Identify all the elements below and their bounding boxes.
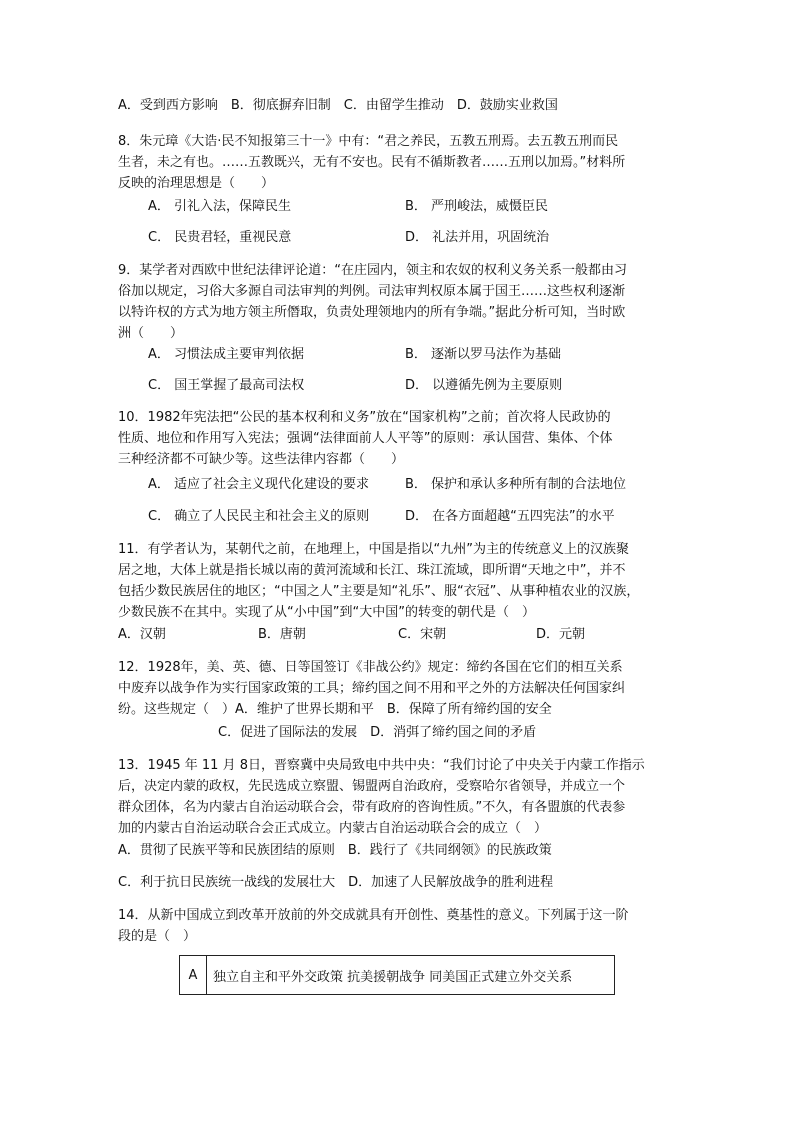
- q12-stem-line-3: 纷。这些规定（ ）A．维护了世界长期和平 B．保障了所有缔约国的安全: [118, 702, 552, 717]
- q9-stem-line-4-visible: 洲（ ）: [118, 326, 184, 341]
- q11-stem-line-3: 包括少数民族居住的地区；“中国之人”主要是知“礼乐”、服“衣冠”、从事种植农业的汉族，: [118, 584, 640, 599]
- q11-option-d: D．元朝: [536, 627, 586, 642]
- q10-option-c: C． 确立了人民民主和社会主义的原则: [148, 509, 370, 524]
- q9-stem-line-3: 以特许权的方式为地方领主所僭取，负责处理领地内的所有争端。”据此分析可知，当时欧: [118, 305, 626, 320]
- q8-option-b: B． 严刑峻法，威慑臣民: [405, 199, 549, 214]
- table-row: [180, 956, 615, 995]
- q8-option-c: C． 民贵君轻，重视民意: [148, 230, 292, 245]
- q14-stem-line-2: 段的是（ ）: [118, 929, 197, 944]
- q9-option-a: A． 习惯法成主要审判依据: [148, 347, 305, 362]
- q10-stem-line-1: 10．1982年宪法把“公民的基本权利和义务”放在“国家机构”之前；首次将人民政协的: [118, 410, 611, 425]
- q14-option-table: [179, 955, 615, 995]
- q10-option-b: B． 保护和承认多种所有制的合法地位: [405, 477, 627, 492]
- q9-option-b: B． 逐渐以罗马法作为基础: [405, 347, 562, 362]
- q13-stem-line-4: 加的内蒙古自治运动联合会正式成立。内蒙古自治运动联合会的成立（ ）: [118, 821, 548, 836]
- q11-stem-line-1: 11．有学者认为，某朝代之前，在地理上，中国是指以“九州”为主的传统意义上的汉族聚: [118, 542, 630, 557]
- q9-stem-line-1: 9．某学者对西欧中世纪法律评论道：“在庄园内，领主和农奴的权利义务关系一般都由习: [118, 263, 628, 278]
- q11-option-c: C．宋朝: [398, 627, 447, 642]
- q12-stem-line-1: 12．1928年，美、英、德、日等国签订《非战公约》规定：缔约各国在它们的相互关系: [118, 660, 623, 675]
- q12-options-cd: C．促进了国际法的发展 D．消弭了缔约国之间的矛盾: [218, 725, 537, 740]
- q9-stem-line-2: 俗加以规定，习俗大多源自司法审判的判例。司法审判权原本属于国王……这些权利逐渐: [118, 284, 626, 299]
- q11-stem-line-4: 少数民族不在其中。实现了从“小中国”到“大中国”的转变的朝代是（ ）: [118, 605, 535, 620]
- q9-option-d: D． 以遵循先例为主要原则: [405, 378, 563, 393]
- q14-row-text: 独立自主和平外交政策 抗美援朝战争 同美国正式建立外交关系: [207, 956, 615, 995]
- q10-option-d: D． 在各方面超越“五四宪法”的水平: [405, 509, 615, 524]
- q8-option-a: A． 引礼入法，保障民生: [148, 199, 292, 214]
- q10-stem-line-3: 三种经济都不可缺少等。这些法律内容都（ ）: [118, 452, 405, 467]
- q13-options-ab: A．贯彻了民族平等和民族团结的原则 B．践行了《共同纲领》的民族政策: [118, 843, 552, 858]
- q9-option-c: C． 国王掌握了最高司法权: [148, 378, 305, 393]
- q11-option-b: B．唐朝: [258, 627, 306, 642]
- q14-stem-line-1: 14．从新中国成立到改革开放前的外交成就具有开创性、奠基性的意义。下列属于这一阶: [118, 908, 629, 923]
- q10-stem-line-2: 性质、地位和作用写入宪法；强调“法律面前人人平等”的原则：承认国营、集体、个体: [118, 431, 613, 446]
- q8-stem-line-3: 反映的治理思想是（ ）: [118, 176, 275, 191]
- q8-stem-line-1: 8．朱元璋《大诰·民不知报第三十一》中有：“君之养民，五教五刑焉。去五教五刑而民: [118, 134, 619, 149]
- q13-stem-line-3: 群众团体，名为内蒙古自治运动联合会，带有政府的咨询性质。”不久，有各盟旗的代表参: [118, 800, 626, 815]
- q8-stem-line-2: 生者，未之有也。……五教既兴，无有不安也。民有不循斯教者……五刑以加焉。”材料所: [118, 155, 626, 170]
- q13-stem-line-2: 后，决定内蒙的政权，先民选成立察盟、锡盟两自治政府，受察哈尔省领导，并成立一个: [118, 779, 626, 794]
- q13-stem-line-1: 13．1945 年 11 月 8日，晋察冀中央局致电中共中央：“我们讨论了中央关于内蒙工作指示: [118, 758, 645, 773]
- q13-options-cd: C．利于抗日民族统一战线的发展壮大 D．加速了人民解放战争的胜利进程: [118, 875, 554, 890]
- q7-options: A．受到西方影响 B．彻底摒弃旧制 C．由留学生推动 D．鼓励实业救国: [118, 98, 558, 113]
- q10-option-a: A． 适应了社会主义现代化建设的要求: [148, 477, 370, 492]
- q14-row-label: A: [180, 956, 207, 995]
- q11-option-a: A．汉朝: [118, 627, 166, 642]
- q11-stem-line-2: 居之地，大体上就是指长城以南的黄河流域和长江、珠江流域，即所谓“天地之中”，并不: [118, 563, 626, 578]
- q8-option-d: D． 礼法并用，巩固统治: [405, 230, 550, 245]
- q12-stem-line-2: 中废弃以战争作为实行国家政策的工具；缔约国之间不用和平之外的方法解决任何国家纠: [118, 681, 626, 696]
